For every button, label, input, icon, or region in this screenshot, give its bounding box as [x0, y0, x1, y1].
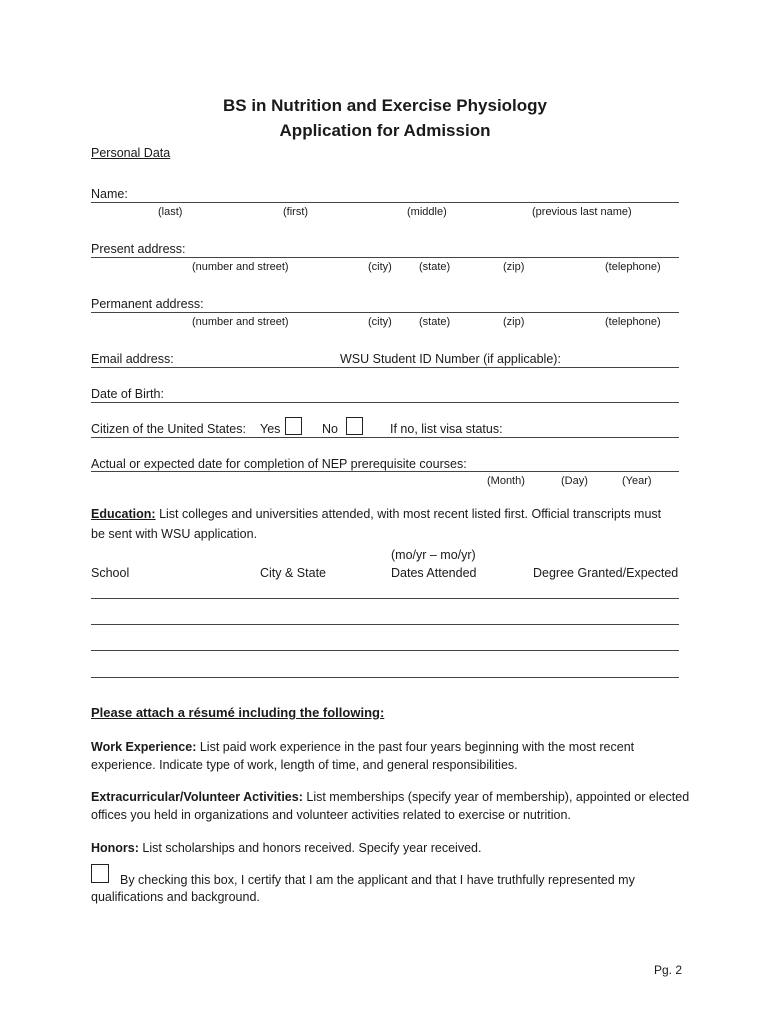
education-row-line[interactable]: [91, 624, 679, 625]
honors-label: Honors:: [91, 841, 139, 855]
permanent-address-line[interactable]: [91, 312, 679, 313]
extracurricular-text: List memberships (specify year of membership), appointed or elected offices you held in organizations and volunteer activities related to exercise or nutrition.: [91, 790, 690, 822]
completion-sub-month: (Month): [487, 475, 525, 487]
permanent-sub-city: (city): [368, 316, 392, 328]
name-sub-last: (last): [158, 206, 183, 218]
present-address-label: Present address:: [91, 242, 186, 256]
completion-sub-day: (Day): [561, 475, 588, 487]
name-sub-first: (first): [283, 206, 309, 218]
completion-label: Actual or expected date for completion of NEP prerequisite courses:: [91, 457, 467, 471]
col-dates-attended: Dates Attended: [391, 566, 477, 580]
permanent-sub-state: (state): [419, 316, 451, 328]
certify-checkbox[interactable]: [91, 864, 109, 883]
present-sub-city: (city): [368, 261, 392, 273]
citizen-yes-label: Yes: [260, 422, 281, 436]
honors-text: List scholarships and honors received. Specify year received.: [138, 841, 482, 855]
citizen-line[interactable]: [91, 437, 679, 438]
citizen-no-checkbox[interactable]: [346, 417, 363, 435]
present-sub-zip: (zip): [503, 261, 525, 273]
resume-heading: Please attach a résumé including the following:: [91, 705, 385, 720]
work-experience-label: Work Experience:: [91, 740, 197, 754]
completion-sub-year: (Year): [622, 475, 652, 487]
permanent-sub-telephone: (telephone): [605, 316, 661, 328]
certify-text-line1: By checking this box, I certify that I am the applicant and that I have truthfully represented my: [120, 873, 635, 887]
email-label: Email address:: [91, 352, 174, 366]
name-line[interactable]: [91, 202, 679, 203]
extracurricular-paragraph: [91, 788, 691, 824]
work-experience-paragraph: [91, 738, 691, 774]
page-number: Pg. 2: [654, 963, 683, 977]
email-wsu-line[interactable]: [91, 367, 679, 368]
education-text-line2: be sent with WSU application.: [91, 527, 258, 541]
education-text-line1: [91, 507, 661, 521]
dob-line[interactable]: [91, 402, 679, 403]
present-address-line[interactable]: [91, 257, 679, 258]
form-subtitle: Application for Admission: [279, 121, 491, 140]
certify-text-line2: qualifications and background.: [91, 890, 260, 904]
col-school: School: [91, 566, 130, 580]
education-row-line[interactable]: [91, 598, 679, 599]
present-sub-street: (number and street): [192, 261, 289, 273]
education-heading: Education:: [91, 507, 156, 521]
col-degree: Degree Granted/Expected: [533, 566, 679, 580]
present-sub-state: (state): [419, 261, 451, 273]
form-title: BS in Nutrition and Exercise Physiology: [222, 96, 547, 115]
col-city-state: City & State: [260, 566, 326, 580]
visa-label: If no, list visa status:: [390, 422, 503, 436]
permanent-sub-street: (number and street): [192, 316, 289, 328]
name-label: Name:: [91, 187, 128, 201]
completion-line[interactable]: [91, 471, 679, 472]
personal-data-heading: Personal Data: [91, 146, 171, 160]
education-row-line[interactable]: [91, 677, 679, 678]
education-text: List colleges and universities attended, with most recent listed first. Official transcripts must: [155, 507, 662, 521]
citizen-no-label: No: [322, 422, 338, 436]
extracurricular-label: Extracurricular/Volunteer Activities:: [91, 790, 303, 804]
dob-label: Date of Birth:: [91, 387, 164, 401]
col-dates-format: (mo/yr – mo/yr): [391, 548, 476, 562]
wsu-id-label: WSU Student ID Number (if applicable):: [340, 352, 561, 366]
permanent-address-label: Permanent address:: [91, 297, 204, 311]
citizen-yes-checkbox[interactable]: [285, 417, 302, 435]
present-sub-telephone: (telephone): [605, 261, 661, 273]
honors-paragraph: [91, 839, 691, 857]
citizen-label: Citizen of the United States:: [91, 422, 246, 436]
permanent-sub-zip: (zip): [503, 316, 525, 328]
name-sub-previous: (previous last name): [532, 206, 632, 218]
work-experience-text: List paid work experience in the past four years beginning with the most recent experience. Indicate type of work, length of time, and general responsibilities.: [91, 740, 635, 772]
education-row-line[interactable]: [91, 650, 679, 651]
name-sub-middle: (middle): [407, 206, 447, 218]
